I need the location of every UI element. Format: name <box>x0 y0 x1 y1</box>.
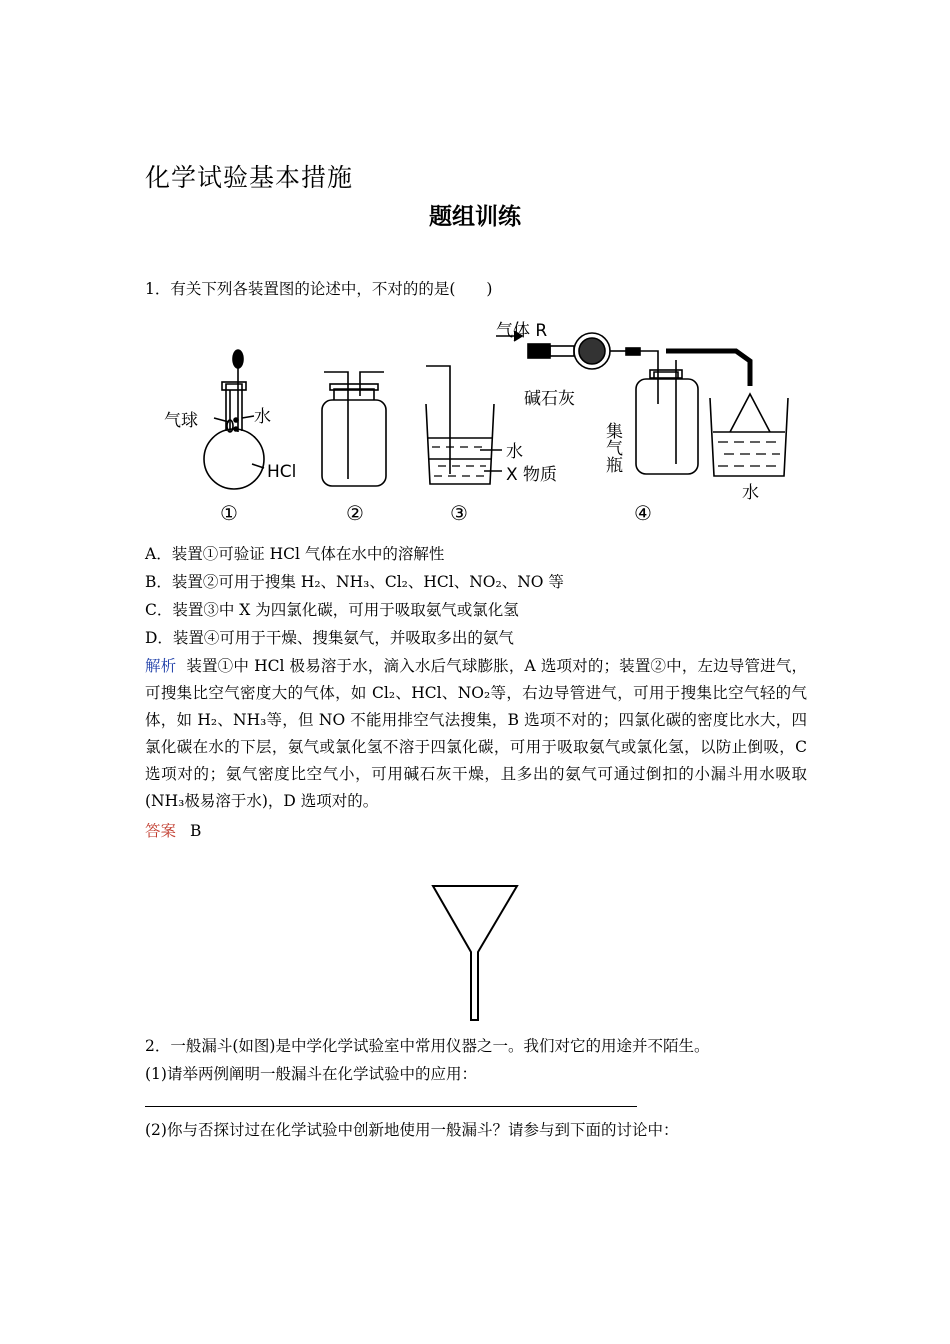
option-c: C．装置③中 X 为四氯化碳，可用于吸取氨气或氯化氢 <box>145 601 519 619</box>
balloon-label: 气球 <box>164 411 198 431</box>
label-3: ③ <box>450 501 468 525</box>
answer-line <box>145 818 201 845</box>
apparatus-2-gas-bottle <box>322 372 386 486</box>
funnel-figure <box>428 882 524 1024</box>
analysis-text: 装置①中 HCl 极易溶于水，滴入水后气球膨胀，A 选项对的；装置②中，左边导管进气，可搜集比空气密度大的气体，如 Cl₂、HCl、NO₂等，右边导管进气，可用于搜集比空气轻的气体，如 H₂、NH₃等，但 NO 不能用排空气法搜集，B 选项不对的；四氯化碳的密度比水大，四氯化碳在水的下层，氨气或氯化氢不溶于四氯化碳，可用于吸取氨气或氯化氢，以防止倒吸，C 选项对的；氨气密度比空气小，可用碱石灰干燥，且多出的氨气可通过倒扣的小漏斗用水吸取(NH₃极易溶于水)，D 选项对的。 <box>145 657 807 810</box>
water-label-3: 水 <box>506 442 523 462</box>
water-label-4: 水 <box>742 483 759 503</box>
water-label-1: 水 <box>254 407 271 427</box>
option-a: A．装置①可验证 HCl 气体在水中的溶解性 <box>145 545 445 563</box>
label-1: ① <box>220 501 238 525</box>
x-substance-label: X 物质 <box>506 465 558 485</box>
question-2-part-2: (2)你与否探讨过在化学试验中创新地使用一般漏斗？请参与到下面的讨论中： <box>145 1121 679 1139</box>
option-b: B．装置②可用于搜集 H₂、NH₃、Cl₂、HCl、NO₂、NO 等 <box>145 573 564 591</box>
question-2-part-1: (1)请举两例阐明一般漏斗在化学试验中的应用： <box>145 1065 477 1083</box>
analysis-label: 解析 <box>145 657 177 675</box>
option-d: D．装置④可用于干燥、搜集氨气，并吸取多出的氨气 <box>145 629 514 647</box>
answer-label: 答案 <box>145 822 177 840</box>
answer-blank-line <box>145 1106 637 1107</box>
apparatus-3-beaker <box>426 366 502 484</box>
analysis-paragraph <box>145 653 807 815</box>
label-4: ④ <box>634 501 652 525</box>
gas-r-label: 气体 R <box>496 321 548 341</box>
section-title: 题组训练 <box>429 204 521 230</box>
gas-bottle-label: 集气瓶 <box>602 422 622 473</box>
apparatus-figure <box>150 314 800 530</box>
answer-value: B <box>190 822 202 840</box>
question-1-stem: 1．有关下列各装置图的论述中，不对的的是( ) <box>145 280 493 298</box>
label-2: ② <box>346 501 364 525</box>
hcl-label: HCl <box>267 462 297 482</box>
question-2-stem: 2．一般漏斗(如图)是中学化学试验室中常用仪器之一。我们对它的用途并不陌生。 <box>145 1037 710 1055</box>
soda-lime-label: 碱石灰 <box>524 389 575 409</box>
document-title: 化学试验基本措施 <box>145 163 354 192</box>
